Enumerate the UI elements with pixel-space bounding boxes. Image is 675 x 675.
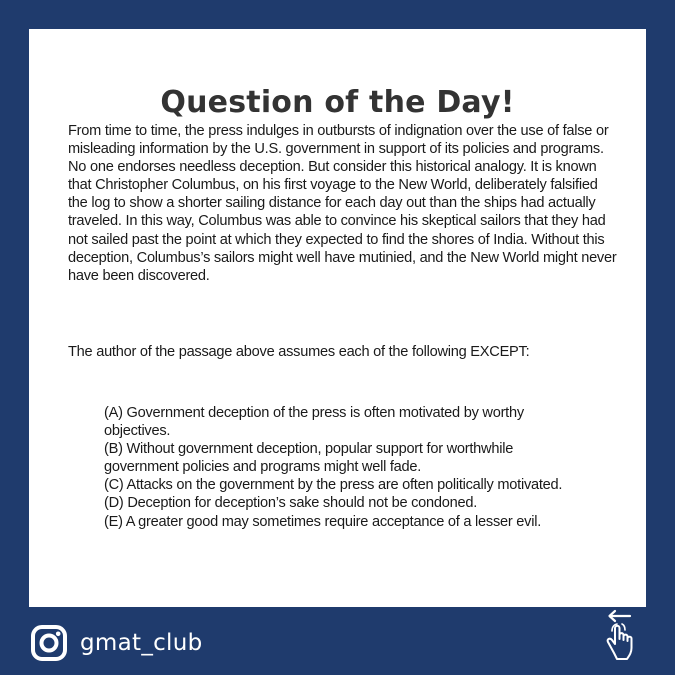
- option-a: (A) Government deception of the press is often motivated by worthy objectives.: [104, 405, 524, 440]
- answer-options: [104, 404, 574, 531]
- option-b: (B) Without government deception, popular support for worthwhile government policies and programs might well fade.: [104, 441, 514, 476]
- handle-text: gmat_club: [80, 630, 203, 656]
- option-c: (C) Attacks on the government by the press are often politically motivated.: [104, 477, 563, 494]
- passage-text: From time to time, the press indulges in outbursts of indignation over the use of false or misleading information by the U.S. government in support of its policies and programs. No one endorses needless deception. But consider this historical analogy. It is known that Christopher Columbus, on his first voyage to the New World, deliberately falsified the log to show a shorter sailing distance for each day out than the ships had actually traveled. In this way, Columbus was able to convince his skeptical sailors that they had not sailed past the point at which they expected to find the shores of India. Without this deception, Columbus’s sailors might well have mutinied, and the New World might never have been discovered.: [68, 123, 617, 284]
- option-e: (E) A greater good may sometimes require acceptance of a lesser evil.: [104, 513, 541, 530]
- page-title: Question of the Day!: [160, 85, 515, 120]
- social-handle[interactable]: [30, 624, 203, 662]
- instagram-icon: [30, 624, 68, 662]
- question-card: [29, 29, 646, 607]
- swipe-hand-icon: [600, 606, 646, 664]
- option-d: (D) Deception for deception’s sake should not be condoned.: [104, 495, 478, 512]
- question-prompt: The author of the passage above assumes each of the following EXCEPT:: [68, 344, 530, 360]
